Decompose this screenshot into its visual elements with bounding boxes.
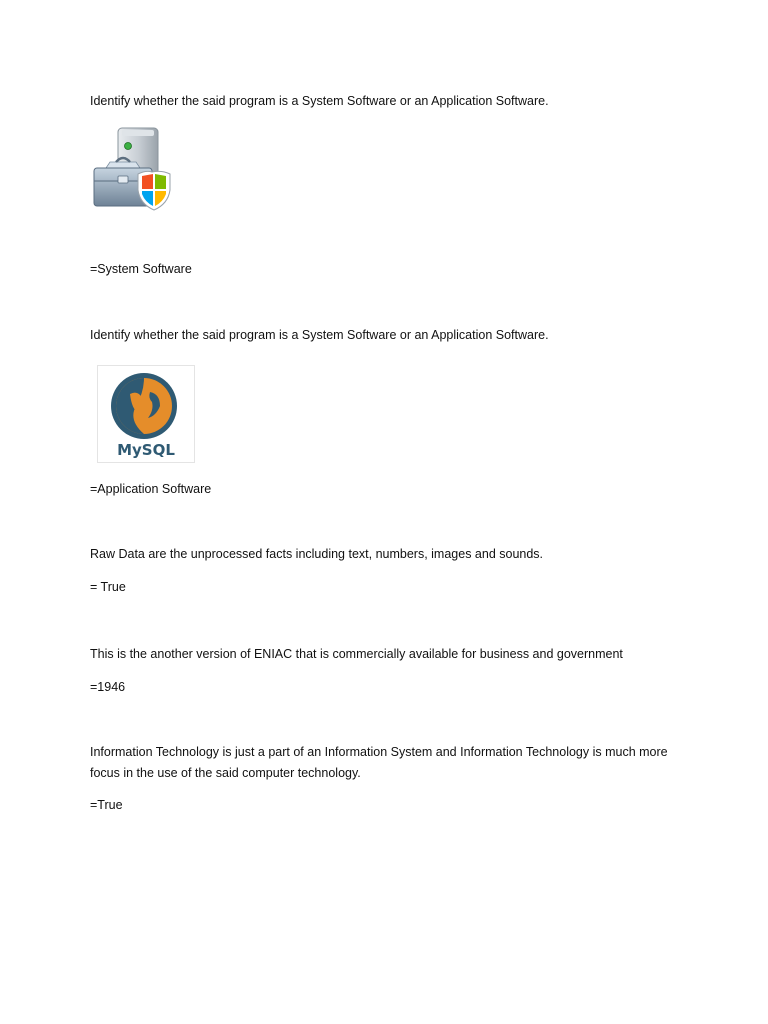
q3-answer: = True [90,580,126,594]
q2-answer: =Application Software [90,482,212,496]
q5-prompt: Information Technology is just a part of an Information System and Information Technology is much more focus in the use of the said computer technology. [90,745,668,780]
q1-prompt: Identify whether the said program is a System Software or an Application Software. [90,94,549,108]
system-tools-shield-icon [92,126,174,212]
q4-prompt: This is the another version of ENIAC that is commercially available for business and government [90,647,623,661]
q2-prompt: Identify whether the said program is a System Software or an Application Software. [90,328,549,342]
q5-answer: =True [90,798,123,812]
mysql-logo-text: MySQL [117,441,175,459]
q1-answer: =System Software [90,262,192,276]
q3-prompt: Raw Data are the unprocessed facts including text, numbers, images and sounds. [90,547,544,561]
q4-answer: =1946 [90,680,126,694]
mysql-logo-icon [97,365,195,463]
